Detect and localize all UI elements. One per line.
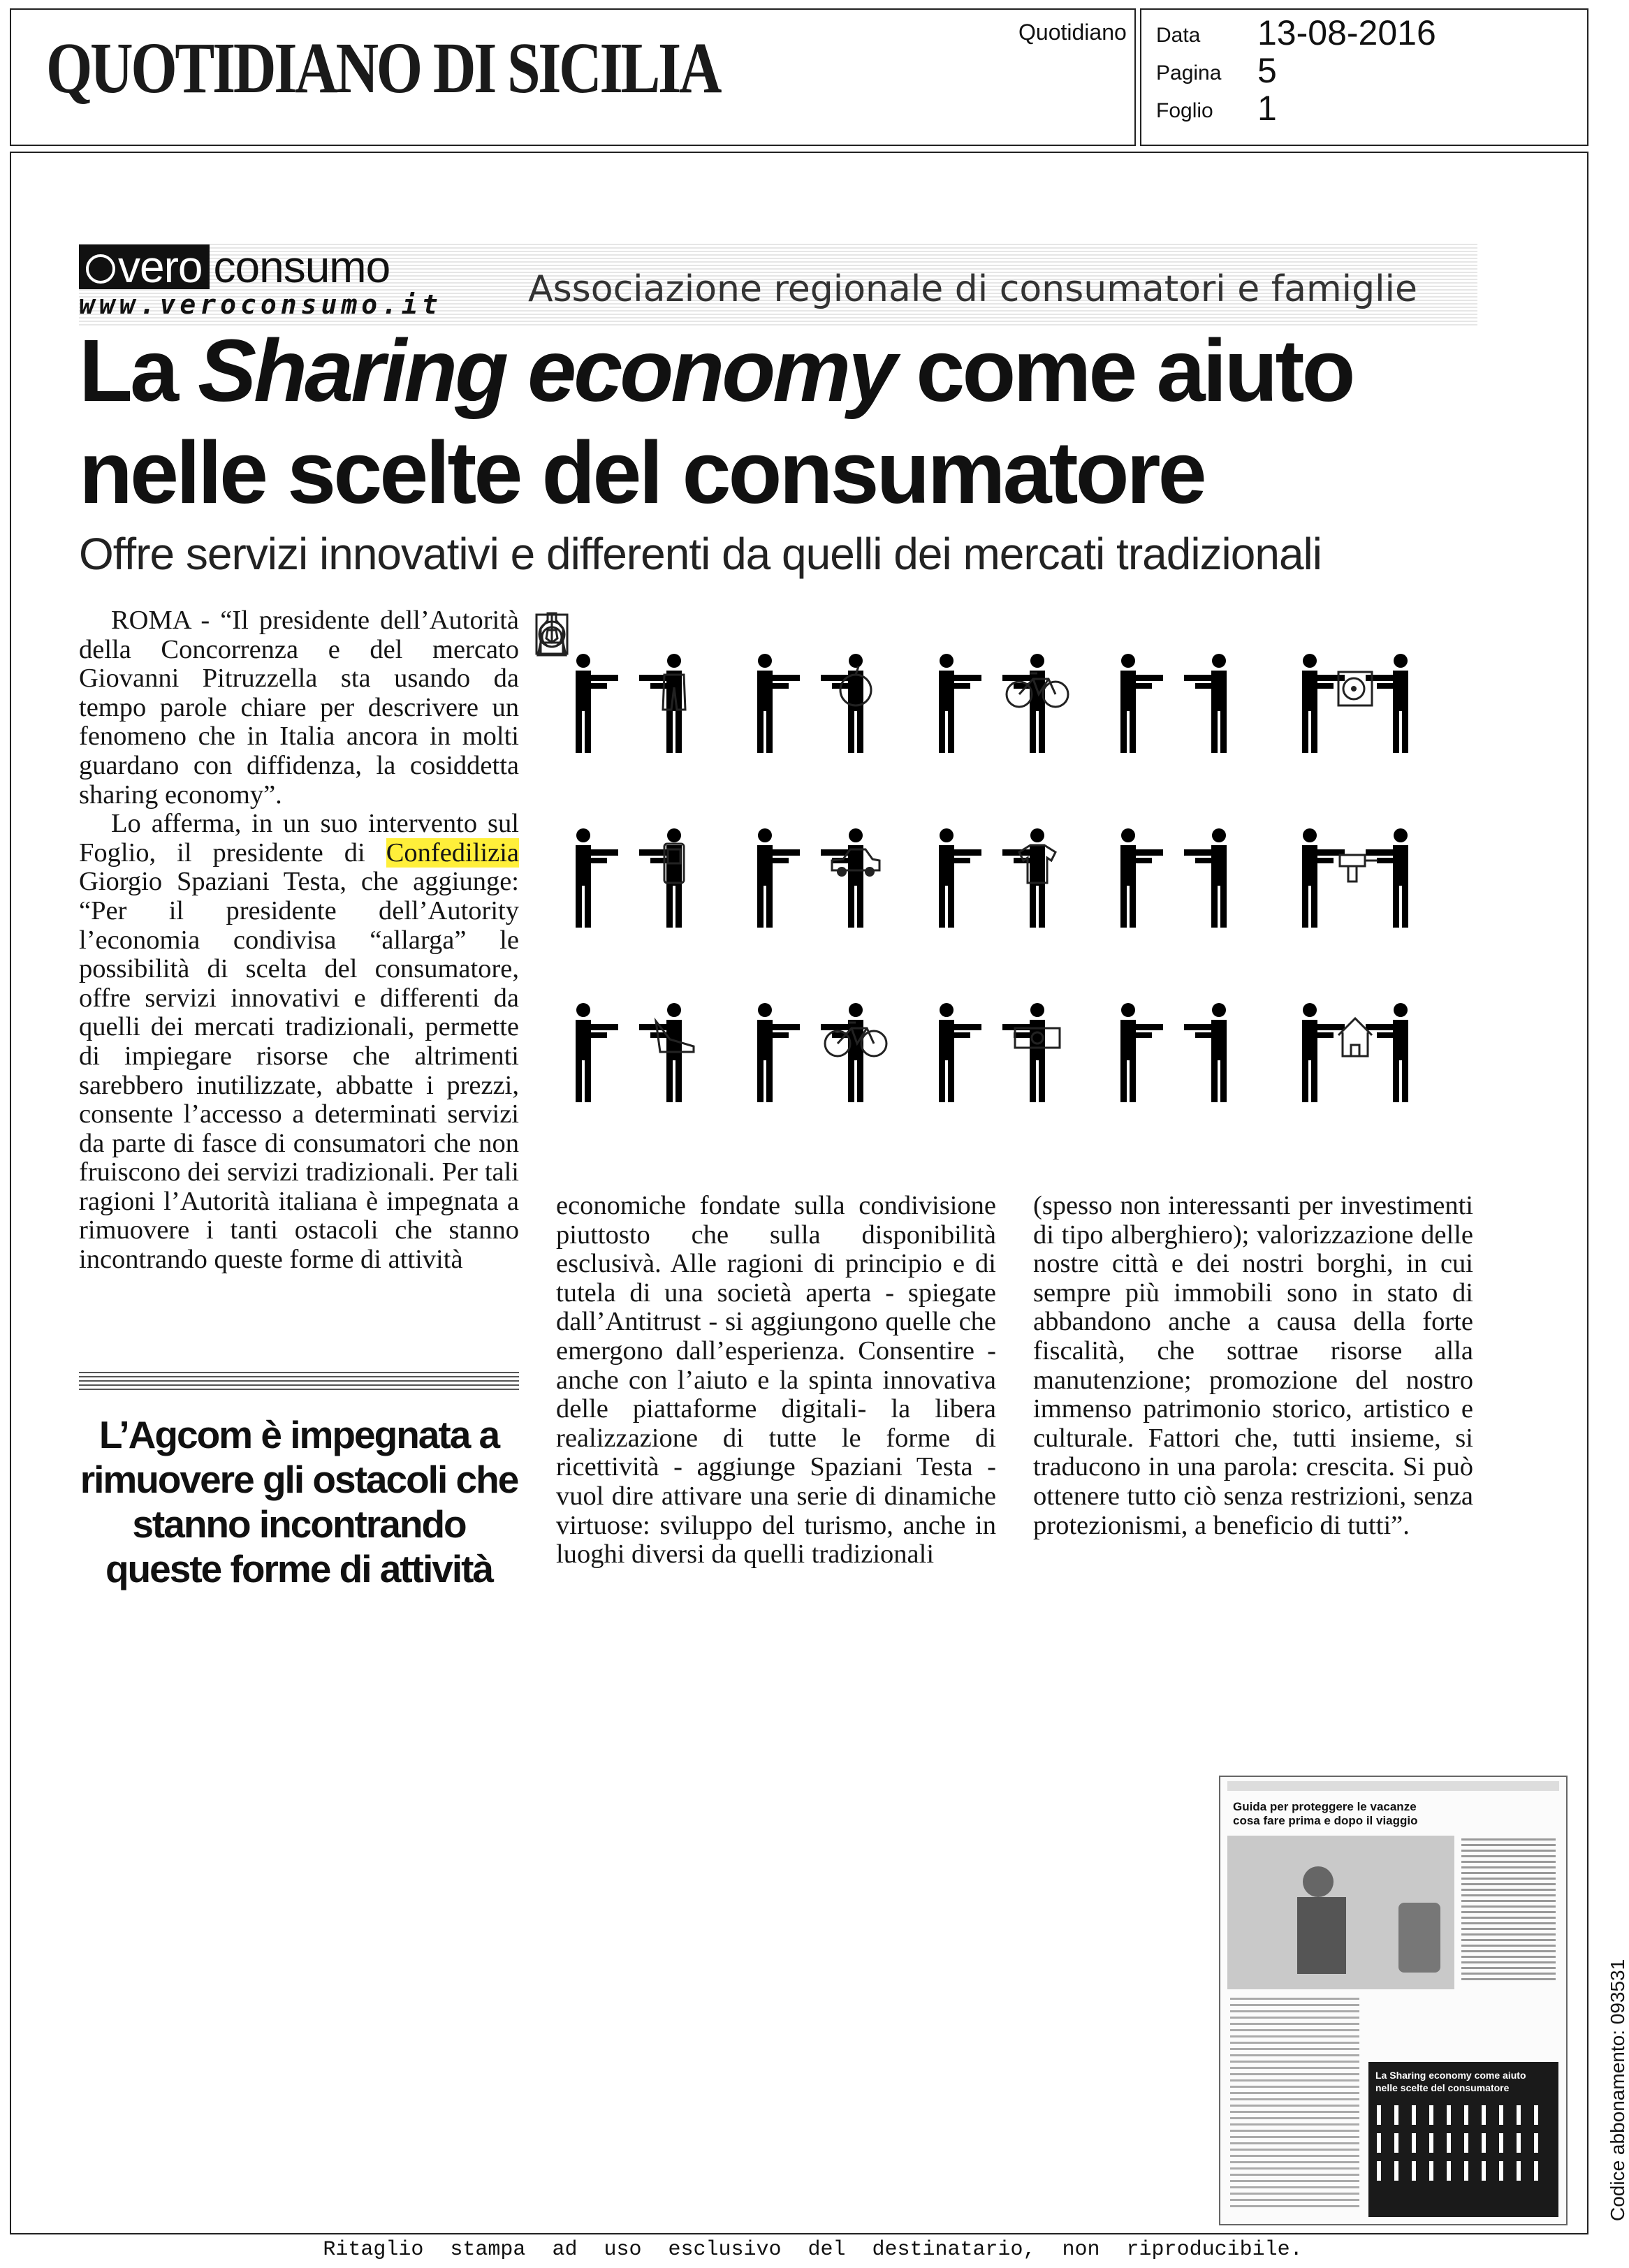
person-figure xyxy=(1002,828,1045,928)
person-figure xyxy=(1302,1003,1345,1102)
page-thumbnail xyxy=(1219,1776,1568,2225)
headline-post: come aiuto xyxy=(894,321,1353,420)
column-2-text: economiche fondate sulla condivisione piuttosto che sulla disponibilità esclusivà. Alle ragioni di principio e di tutela di una società aperta - spiegate dall’Antitrust - si aggiungono quelle che emergono dall’esperienza. Consentire - anche con l’aiuto e la spinta innovativa delle piattaforme digitali- la libera realizzazione di tutte le forme di ricettività - aggiunge Spaziani Testa - vuol dire attivare una serie di dinamiche virtuose: sviluppo del turismo, anche in luoghi diversi da quelli tradizionali xyxy=(556,1191,996,1570)
pullquote: L’Agcom è impegnata a rimuovere gli ostacoli che stanno incontrando queste forme di attività xyxy=(80,1413,518,1590)
headline-line-2: nelle scelte del consumatore xyxy=(79,423,1204,522)
meta-value-sheet: 1 xyxy=(1257,89,1277,128)
person-figure xyxy=(1366,1003,1408,1102)
publication-type: Quotidiano xyxy=(1018,20,1127,45)
person-figure xyxy=(1120,654,1163,753)
logo-part-vero: vero xyxy=(79,244,210,289)
person-figure xyxy=(821,828,863,928)
drill-icon xyxy=(1340,855,1378,881)
paragraph-2 xyxy=(79,810,519,1275)
person-figure xyxy=(1366,828,1408,928)
meta-value-page: 5 xyxy=(1257,51,1277,90)
paragraph-2-pre: Lo afferma, in un suo intervento sul Foglio, il presidente di xyxy=(79,809,519,868)
sharing-economy-illustration xyxy=(552,634,1481,1151)
person-figure xyxy=(1184,828,1227,928)
person-figure xyxy=(939,654,981,753)
person-figure xyxy=(757,1003,800,1102)
person-figure xyxy=(757,654,800,753)
person-figure xyxy=(939,828,981,928)
subscription-code: Codice abbonamento: 093531 xyxy=(1607,1959,1628,2221)
article-subtitle: Offre servizi innovativi e differenti da quelli dei mercati tradizionali xyxy=(79,529,1322,579)
meta-label-sheet: Foglio xyxy=(1156,99,1213,122)
meta-label-date: Data xyxy=(1156,24,1201,47)
brand-url: www.veroconsumo.it xyxy=(79,289,442,320)
meta-value-date: 13-08-2016 xyxy=(1257,13,1436,52)
article-column-1 xyxy=(79,606,519,1275)
person-figure xyxy=(1184,1003,1227,1102)
person-figure xyxy=(1120,1003,1163,1102)
thumbnail-headline-line: Guida per proteggere le vacanze xyxy=(1233,1800,1417,1813)
paragraph-2-post: Giorgio Spaziani Testa, che aggiunge: “Per il presidente dell’Autority l’economia condivisa “allarga” le possibilità di scelta del consumatore, offre servizi innovativi e differenti da quelli dei mercati tradizionali, permette di impiegare risorse che altrimenti sarebbero inutilizzate, abbatte i prezzi, consente l’accesso a determinati servizi da parte di fasce di consumatori che non fruiscono dei servizi tradizionali. Per tali ragioni l’Autorità italiana è impegnata a rimuovere i tanti ostacoli che stanno incontrando queste forme di attività xyxy=(79,867,519,1275)
person-figure xyxy=(757,828,800,928)
footer-disclaimer: Ritaglio stampa ad uso esclusivo del destinatario, non riproducibile. xyxy=(323,2238,1303,2262)
thumbnail-article-headline-2: nelle scelte del consumatore xyxy=(1375,2082,1510,2093)
headline-line-1 xyxy=(79,321,1353,420)
article-column-3 xyxy=(1033,1192,1473,1540)
pullquote-rule xyxy=(79,1372,519,1390)
thumbnail-article-headline: La Sharing economy come aiuto xyxy=(1375,2070,1526,2081)
veroconsumo-logo xyxy=(79,242,477,292)
article-column-2 xyxy=(556,1192,996,1570)
person-figure xyxy=(1184,654,1227,753)
highlighted-term: Confedilizia xyxy=(386,837,519,868)
person-figure xyxy=(576,654,618,753)
person-figure xyxy=(939,1003,981,1102)
person-figure xyxy=(1002,1003,1045,1102)
paragraph-1: ROMA - “Il presidente dell’Autorità della Concorrenza e del mercato Giovanni Pitruzzella sta usando da tempo parole chiare per descrivere un fenomeno che in Italia ancora in molti guardano con diffidenza, la cosiddetta sharing economy”. xyxy=(79,606,519,810)
thumbnail-headline-line-2: cosa fare prima e dopo il viaggio xyxy=(1233,1814,1418,1827)
headline-emphasis: Sharing economy xyxy=(198,321,895,420)
person-figure xyxy=(576,1003,618,1102)
headline-pre: La xyxy=(79,321,198,420)
person-figure xyxy=(1302,828,1345,928)
person-figure xyxy=(1120,828,1163,928)
logo-part-consumo: consumo xyxy=(213,242,390,292)
brand-tagline: Associazione regionale di consumatori e famiglie xyxy=(528,268,1417,310)
person-figure xyxy=(576,828,618,928)
column-3-text: (spesso non interessanti per investimenti di tipo alberghiero); valorizzazione delle nostre città e dei nostri borghi, in cui sempre più immobili sono in stato di abbandono anche a causa della forte fiscalità, che sottrae risorse alla manutenzione; promozione del nostro immenso patrimonio storico, artistico e culturale. Fattori che, tutti insieme, si traducono in una parola: crescita. Si può ottenere tutto ciò senza restrizioni, senza protezionismi, a beneficio di tutti”. xyxy=(1033,1191,1473,1540)
meta-label-page: Pagina xyxy=(1156,61,1222,85)
publication-name: QUOTIDIANO DI SICILIA xyxy=(46,28,720,108)
person-figure xyxy=(821,1003,863,1102)
person-figure xyxy=(1002,654,1045,753)
